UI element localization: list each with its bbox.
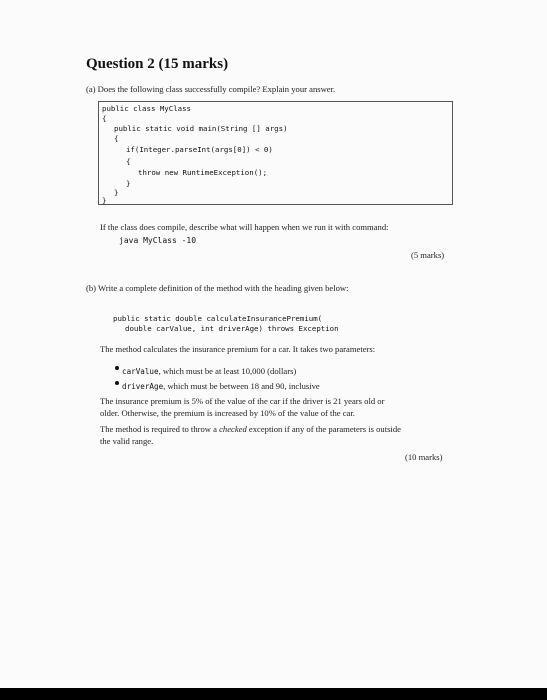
bullet-icon bbox=[115, 366, 119, 370]
bullet-icon bbox=[115, 381, 119, 385]
premium-paragraph-line1: The insurance premium is 5% of the value of the car if the driver is 21 years old or bbox=[100, 396, 385, 406]
run-command: java MyClass -10 bbox=[119, 236, 197, 245]
code-line: if(Integer.parseInt(args[0]) < 0) bbox=[126, 145, 273, 154]
method-intro: The method calculates the insurance premium for a car. It takes two parameters: bbox=[100, 344, 376, 354]
code-line: } bbox=[102, 196, 107, 205]
code-line: public class MyClass bbox=[102, 104, 191, 113]
code-line: { bbox=[126, 157, 131, 166]
param-name: driverAge bbox=[122, 382, 164, 391]
part-a-prompt: (a) Does the following class successfully compile? Explain your answer. bbox=[86, 84, 336, 94]
part-b-prompt: (b) Write a complete definition of the method with the heading given below: bbox=[86, 283, 349, 293]
code-line: } bbox=[114, 188, 119, 197]
emphasis-text: checked bbox=[219, 424, 247, 434]
bottom-border bbox=[0, 688, 547, 700]
method-heading-line1: public static double calculateInsurancePremium( bbox=[113, 314, 323, 323]
code-line: throw new RuntimeException(); bbox=[138, 168, 268, 177]
exception-paragraph-line1 bbox=[100, 424, 401, 434]
code-line: { bbox=[114, 134, 119, 143]
part-b-marks: (10 marks) bbox=[405, 452, 443, 462]
bullet-item-driver-age bbox=[122, 376, 320, 394]
code-line: public static void main(String [] args) bbox=[114, 124, 288, 133]
method-heading-line2: double carValue, int driverAge) throws Exception bbox=[125, 324, 339, 333]
premium-paragraph-line2: older. Otherwise, the premium is increased by 10% of the value of the car. bbox=[100, 408, 355, 418]
param-description: , which must be at least 10,000 (dollars) bbox=[158, 366, 297, 376]
param-description: , which must be between 18 and 90, inclusive bbox=[163, 381, 320, 391]
code-line: { bbox=[102, 114, 107, 123]
text-segment: exception if any of the parameters is outside bbox=[246, 424, 401, 434]
question-title: Question 2 (15 marks) bbox=[86, 56, 229, 72]
text-segment: The method is required to throw a bbox=[100, 424, 220, 434]
code-box bbox=[98, 101, 453, 205]
part-a-marks: (5 marks) bbox=[411, 250, 445, 260]
exception-paragraph-line2: the valid range. bbox=[100, 436, 154, 446]
code-line: } bbox=[126, 179, 131, 188]
part-a-followup: If the class does compile, describe what will happen when we run it with command: bbox=[100, 222, 389, 232]
param-name: carValue bbox=[122, 367, 159, 376]
